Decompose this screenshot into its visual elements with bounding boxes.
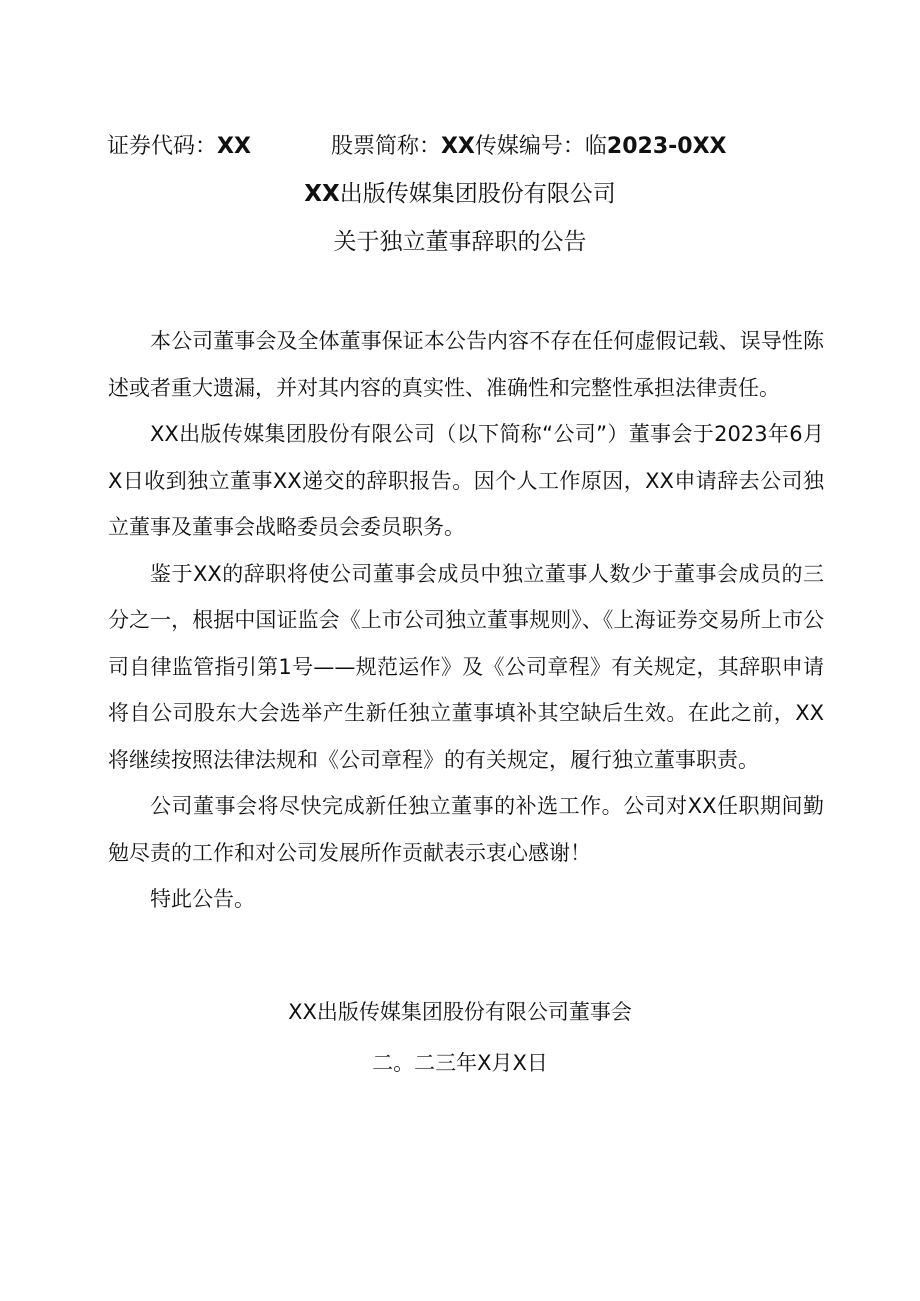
company-title: [0, 178, 920, 210]
stock-code-value: XX: [217, 134, 251, 159]
signature-date: 二。二三年X月X日: [372, 1051, 548, 1075]
signature-company: XX出版传媒集团股份有限公司董事会: [288, 1000, 632, 1024]
announcement-body: [108, 318, 824, 923]
stock-short-name-label: 股票简称：: [330, 134, 441, 159]
stock-short-name-value: XX: [440, 134, 475, 159]
company-title-rest: 出版传媒集团股份有限公司: [339, 181, 616, 207]
stock-info-line: [107, 131, 827, 163]
announcement-number-label: 传媒编号：临: [474, 134, 607, 159]
body-paragraph: XX出版传媒集团股份有限公司（以下简称“公司”）董事会于2023年6月X日收到独立董事XX递交的辞职报告。因个人工作原因，XX申请辞去公司独立董事及董事会战略委员会委员职务。: [108, 422, 824, 539]
body-paragraph: 本公司董事会及全体董事保证本公告内容不存在任何虚假记载、误导性陈述或者重大遗漏，并对其内容的真实性、准确性和完整性承担法律责任。: [108, 329, 824, 400]
body-paragraph: 特此公告。: [150, 887, 255, 911]
company-title-prefix: XX: [304, 181, 340, 207]
body-paragraph: 鉴于XX的辞职将使公司董事会成员中独立董事人数少于董事会成员的三分之一，根据中国证监会《上市公司独立董事规则》、《上海证券交易所上市公司自律监管指引第1号——规范运作》及《公司章程》有关规定，其辞职申请将自公司股东大会选举产生新任独立董事填补其空缺后生效。在此之前，XX将继续按照法律法规和《公司章程》的有关规定，履行独立董事职责。: [108, 561, 824, 772]
announcement-title: 关于独立董事辞职的公告: [333, 229, 587, 255]
body-paragraph: 公司董事会将尽快完成新任独立董事的补选工作。公司对XX任职期间勤勉尽责的工作和对公司发展所作贡献表示衷心感谢！: [108, 794, 824, 865]
stock-code-label: 证券代码：: [107, 134, 218, 159]
announcement-number-value: 2023-0XX: [606, 134, 727, 159]
